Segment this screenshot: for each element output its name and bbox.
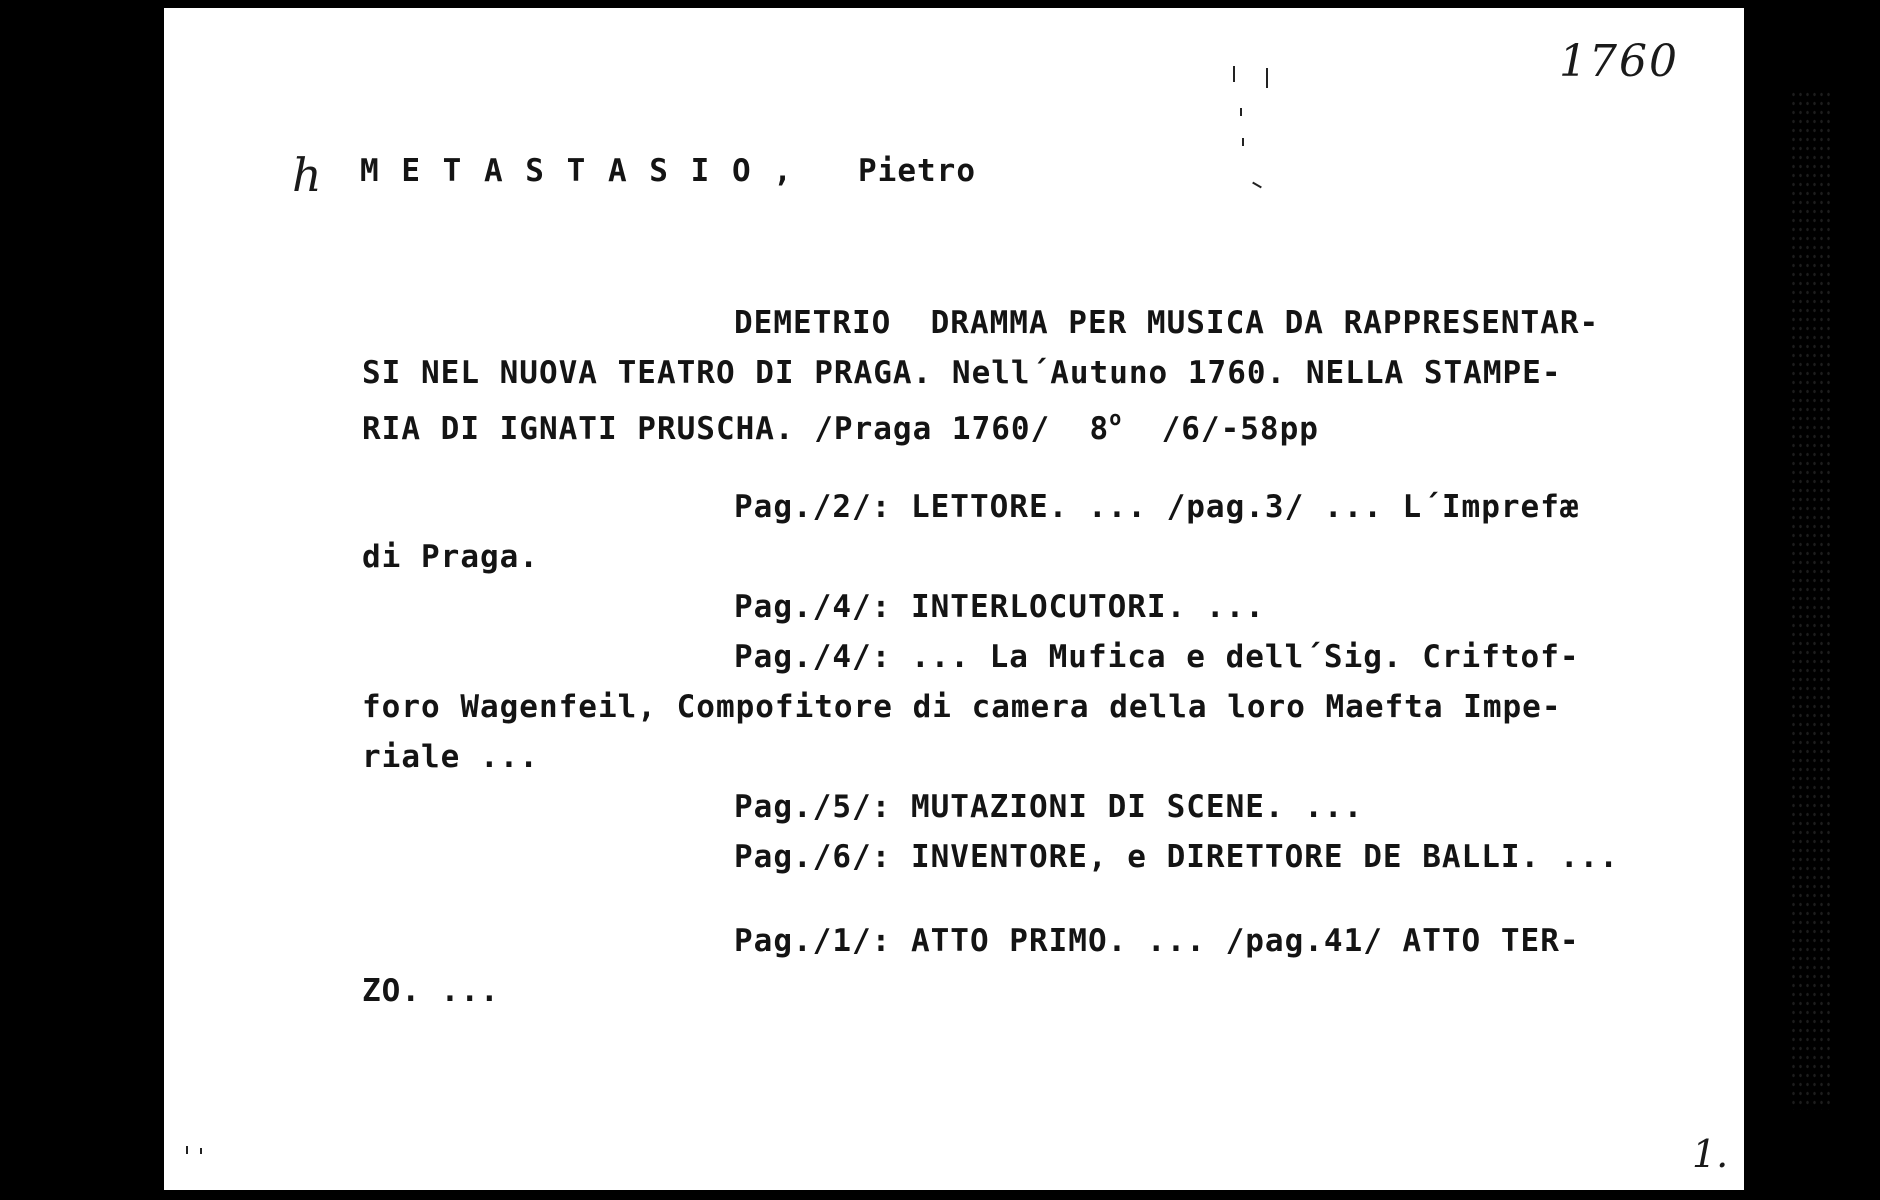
note-line-3: Pag./4/: INTERLOCUTORI. ...	[734, 589, 1265, 625]
author-given-name: Pietro	[858, 153, 976, 189]
note-line-2: di Praga.	[362, 539, 539, 575]
title-line-2: SI NEL NUOVA TEATRO DI PRAGA. Nell´Autuno 1760. NELLA STAMPE-	[362, 355, 1562, 391]
scan-noise	[1790, 90, 1830, 1110]
catalog-card	[164, 8, 1744, 1190]
note-line-1: Pag./2/: LETTORE. ... /pag.3/ ... L´Imprefæ	[734, 489, 1580, 525]
author-surname: M E T A S T A S I O ,	[360, 153, 794, 189]
note-line-6: riale ...	[362, 739, 539, 775]
title-line-3-text: RIA DI IGNATI PRUSCHA. /Praga 1760/ 8	[362, 411, 1110, 447]
format-rest: /6/-58pp	[1122, 411, 1319, 447]
scan-speck	[186, 1146, 188, 1154]
scan-speck	[1233, 66, 1235, 82]
title-line-1: DEMETRIO DRAMMA PER MUSICA DA RAPPRESENTAR-	[734, 305, 1600, 341]
note-line-8: Pag./6/: INVENTORE, e DIRETTORE DE BALLI. ...	[734, 839, 1619, 875]
scan-speck	[1240, 108, 1242, 116]
scan-speck	[1252, 182, 1262, 189]
author-mark: h	[292, 148, 322, 202]
title-line-3	[362, 408, 1319, 445]
note-line-7: Pag./5/: MUTAZIONI DI SCENE. ...	[734, 789, 1364, 825]
format-superscript: o	[1109, 406, 1123, 430]
page-number: 1.	[1692, 1132, 1729, 1176]
scan-speck	[1242, 138, 1244, 146]
note-line-9: Pag./1/: ATTO PRIMO. ... /pag.41/ ATTO TER-	[734, 923, 1580, 959]
note-line-10: ZO. ...	[362, 973, 500, 1009]
scan-speck	[1266, 68, 1268, 88]
note-line-4: Pag./4/: ... La Mufica e dell´Sig. Criftof-	[734, 639, 1580, 675]
scan-speck	[200, 1148, 202, 1154]
year-note: 1760	[1559, 36, 1679, 87]
note-line-5: foro Wagenfeil, Compofitore di camera della loro Maefta Impe-	[362, 689, 1562, 725]
